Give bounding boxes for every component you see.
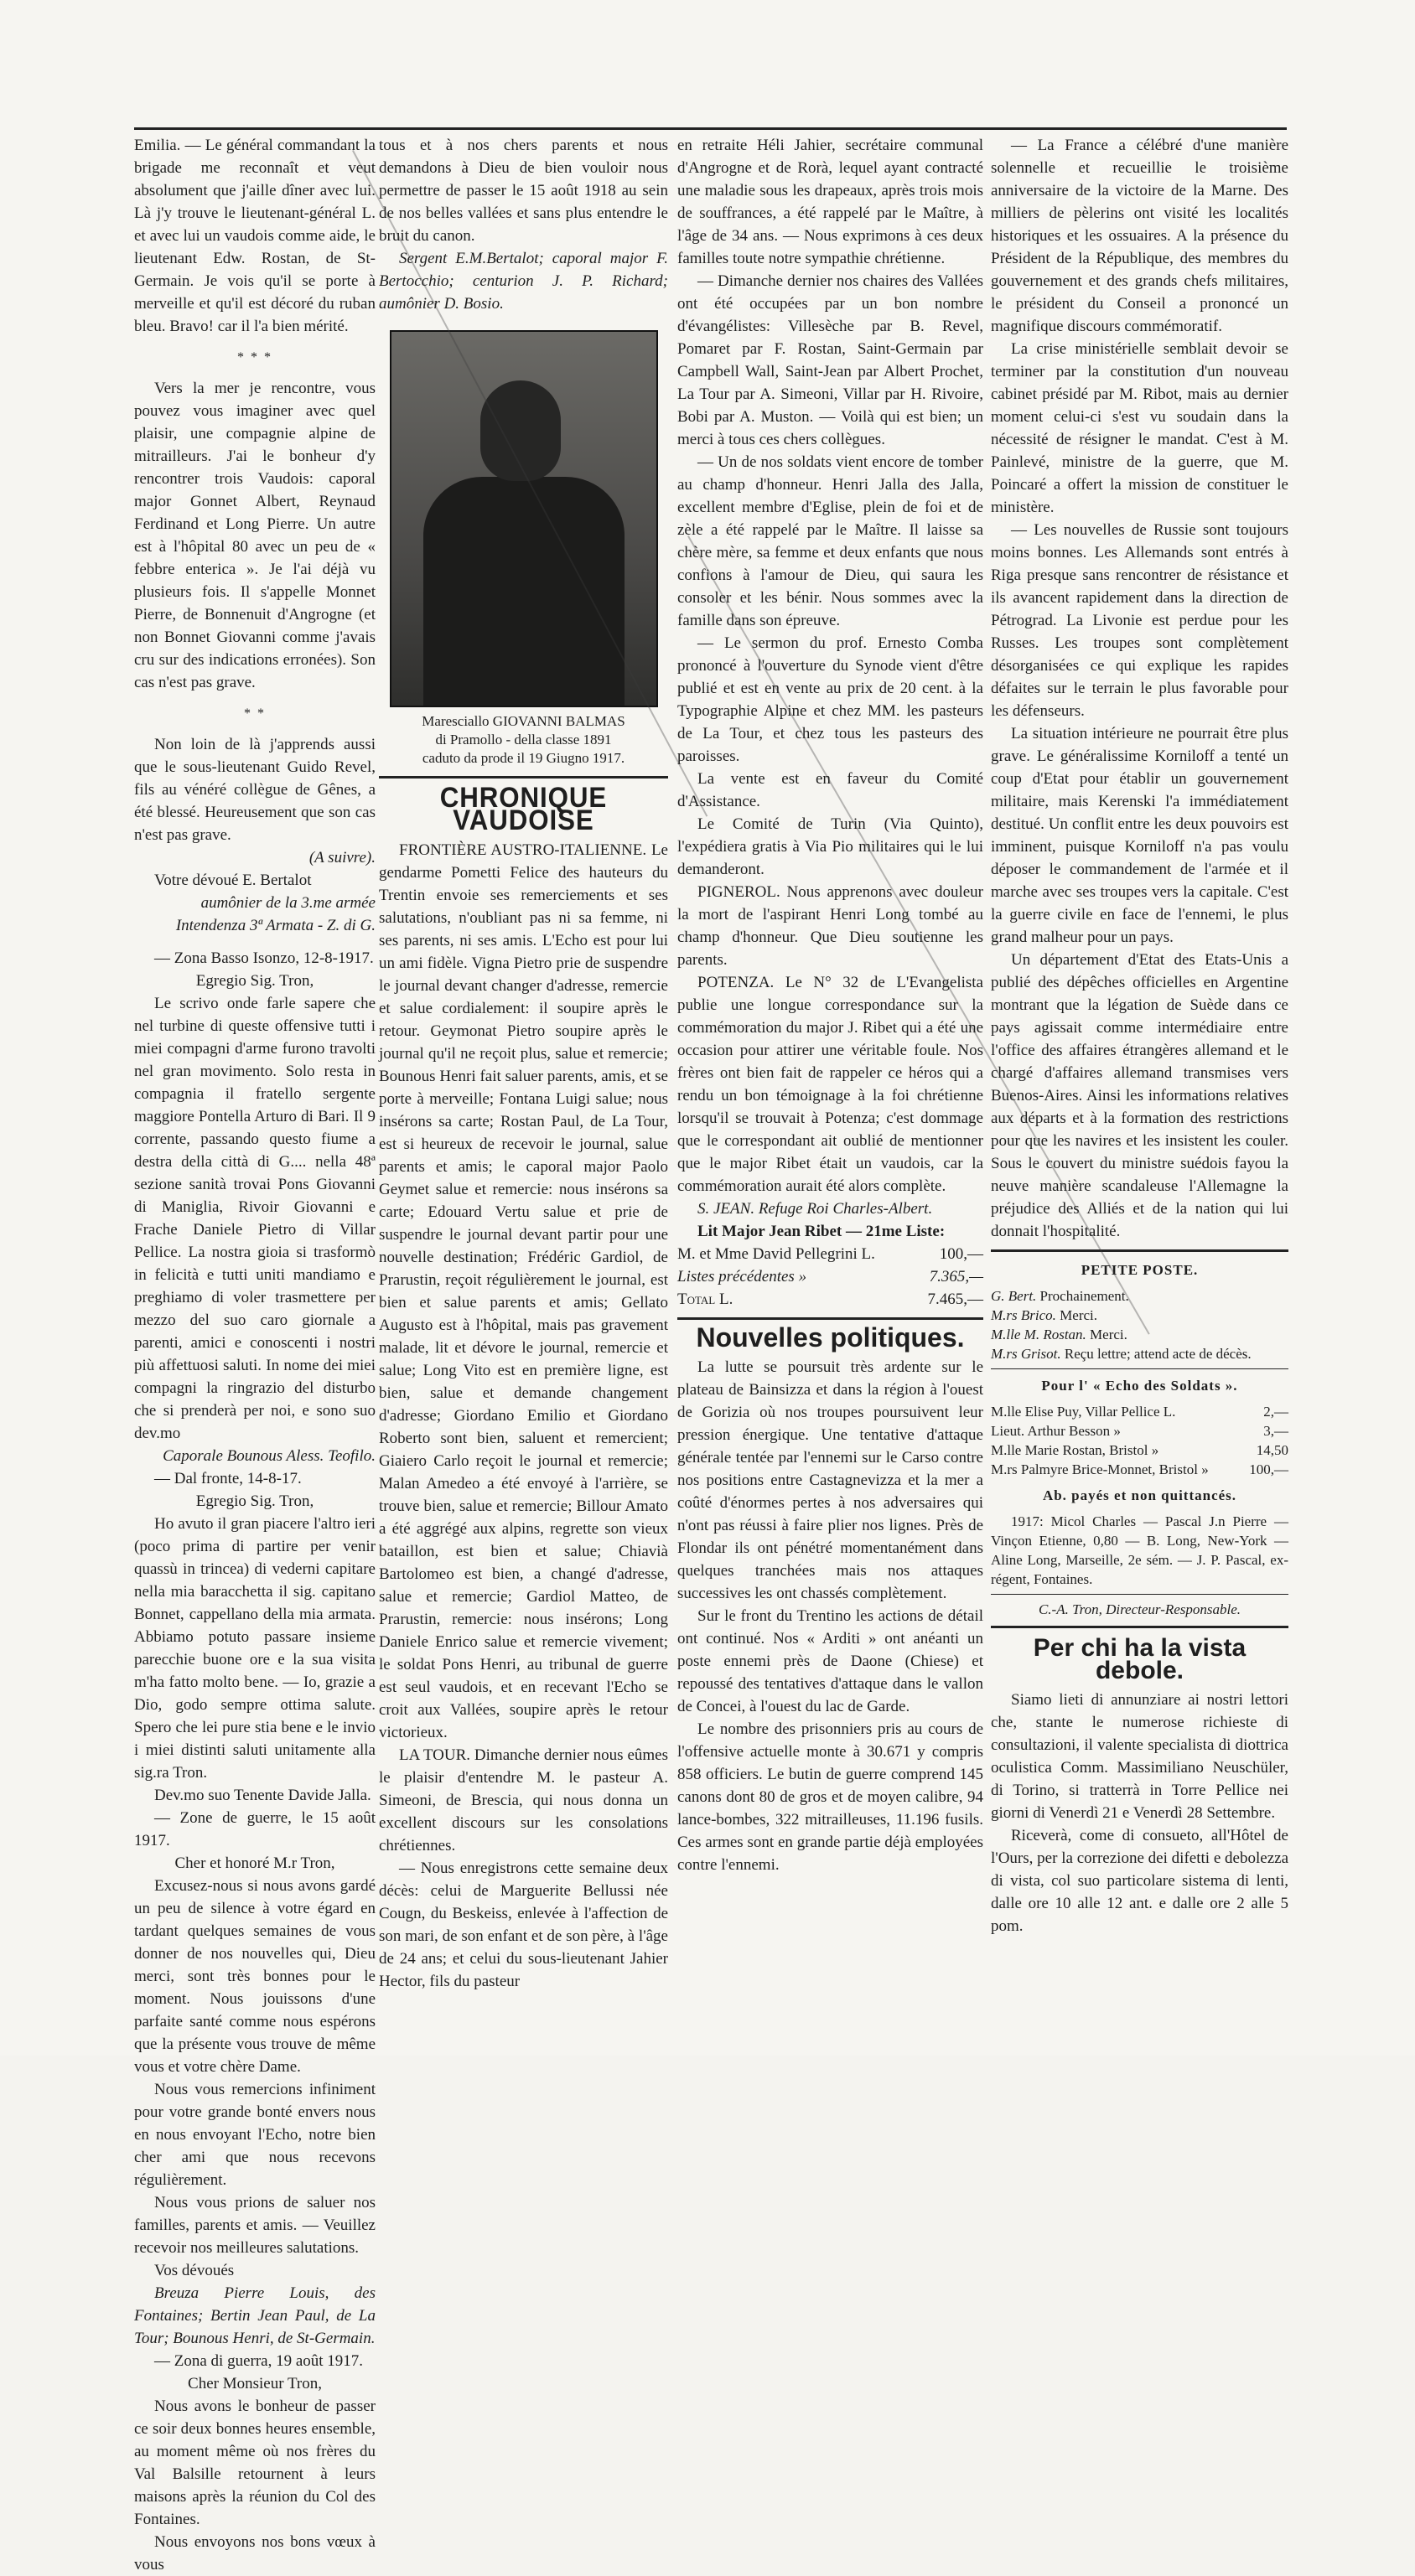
letter-salutation: Cher Monsieur Tron, bbox=[188, 2375, 322, 2392]
paragraph: Nous avons le bonheur de passer ce soir deux bonnes heures ensemble, au moment même où nos frères du Val Balsille retournent à leurs maisons après la réunion du Col des Fontaines. bbox=[134, 2398, 376, 2528]
column-1 bbox=[134, 134, 376, 2576]
paragraph: Sur le front du Trentino les actions de détail ont continué. Nos « Arditi » ont anéanti un poste ennemi près de Daone (Chiese) et repoussé des tentatives d'attaque dans le vallon de Concei, à l'ouest du lac de Garde. bbox=[677, 1607, 983, 1715]
list-row: Listes précédentes » 7.365,— bbox=[677, 1268, 983, 1285]
paragraph: PIGNEROL. Nous apprenons avec douleur la mort de l'aspirant Henri Long tombé au champ d'honneur. Que Dieu soutienne les parents. bbox=[677, 883, 983, 969]
letter-salutation: Egregio Sig. Tron, bbox=[195, 972, 314, 990]
paragraph: Siamo lieti di annunziare ai nostri lettori che, stante le numerose richieste di consultazioni, il valente specialista di diottrica oculistica Comm. Massimiliano Neuschüler, di Torino, si tratterrà in Torre Pellice nei giorni di Venerdì 21 e Venerdì 28 Settembre. bbox=[991, 1691, 1288, 1822]
paragraph: S. JEAN. Refuge Roi Charles-Albert. bbox=[697, 1200, 933, 1218]
signature: Breuza Pierre Louis, des Fontaines; Bertin Jean Paul, de La Tour; Bounous Henri, de St-Germain. bbox=[134, 2284, 376, 2347]
signature: Caporale Bounous Aless. Teofilo. bbox=[163, 1447, 376, 1465]
paragraph: POTENZA. Le N° 32 de L'Evangelista publie une longue correspondance sur la commémoration du major J. Ribet qui a été une occasion pour attirer une véritable foule. Nos frères ont bien fait de rappeler ce héros qui a rendu un bon témoignage à la foi chrétienne lorsqu'il se trouvait à Potenza; c'est dommage que le correspondant ait oublié de mentionner que le major Ribet était un vaudois, car la commémoration aurait été alors complète. bbox=[677, 974, 983, 1195]
divider bbox=[991, 1249, 1288, 1252]
signature: Dev.mo suo Tenente Davide Jalla. bbox=[154, 1787, 371, 1804]
section-heading: CHRONIQUE VAUDOISE bbox=[439, 782, 608, 836]
paragraph: Vos dévoués bbox=[154, 2262, 235, 2279]
paragraph: Non loin de là j'apprends aussi que le sous-lieutenant Guido Revel, fils au vénéré collègue de Gênes, a été blessé. Heureusement que son cas n'est pas grave. bbox=[134, 736, 376, 844]
paragraph: Emilia. — Le général commandant la brigade me reconnaît et veut absolument que j'aille dîner avec lui. Là j'y trouve le lieutenant-général L. et avec lui un vaudois comme aide, le lieutenant Edw. Rostan, de St-Germain. Je vois qu'il se porte à merveille et qu'il est décoré du ruban bleu. Bravo! car il l'a bien mérité. bbox=[134, 137, 376, 335]
list-title: Lit Major Jean Ribet — 21me Liste: bbox=[697, 1223, 946, 1240]
paragraph: La vente est en faveur du Comité d'Assistance. bbox=[677, 770, 983, 810]
list-row: M.lle Elise Puy, Villar Pellice L. 2,— bbox=[991, 1404, 1288, 1420]
paragraph: LA TOUR. Dimanche dernier nous eûmes le plaisir d'entendre M. le pasteur A. Simeoni, de Brescia, qui nous donna un excellent discours sur les consolations chrétiennes. bbox=[379, 1746, 668, 1854]
echo-title: Pour l' « Echo des Soldats ». bbox=[1041, 1378, 1238, 1394]
list-row: M.rs Palmyre Brice-Monnet, Bristol » 100,— bbox=[991, 1461, 1288, 1477]
paragraph: Un département d'Etat des Etats-Unis a publié des dépêches officielles en Argentine montrant que la légation de Suède dans ce pays agissait comme intermédiaire entre l'office des affaires étrangères allemand et le chargé d'affaires allemand transmises vers Buenos-Aires. Ainsi les informations relatives aux départs et à la formation des restrictions pour que les navires et les insistent les couler. Sous le couvert du ministre suédois fayou la neuve manière scandaleuse l'Allemagne la préjudice des Alliés et de la nation qui lui donnait l'hospitalité. bbox=[991, 951, 1288, 1240]
asterism: * * * bbox=[237, 350, 272, 365]
paragraph: Le Comité de Turin (Via Quinto), l'expédiera gratis à Via Pio militaires qui le lui demanderont. bbox=[677, 815, 983, 878]
divider bbox=[991, 1594, 1288, 1595]
ad-heading: Per chi ha la vista debole. bbox=[1033, 1634, 1247, 1684]
caption-date: caduto da prode il 19 Giugno 1917. bbox=[422, 750, 625, 766]
list-item: G. Bert. Prochainement. bbox=[991, 1288, 1129, 1304]
ab-title: Ab. payés et non quittancés. bbox=[1042, 1487, 1237, 1503]
divider bbox=[677, 1317, 983, 1320]
divider bbox=[991, 1626, 1288, 1628]
paragraph: — Les nouvelles de Russie sont toujours moins bonnes. Les Allemands sont entrés à Riga presque sans rencontrer de résistance et ils avancent rapidement dans la direction de Pétrograd. La Livonie est perdue pour les Russes. Les troupes sont complètement désorganisées ce qui explique les rapides défaites sur le terrain le plus favorable pour les défenseurs. bbox=[991, 521, 1288, 720]
paragraph: Nous vous prions de saluer nos familles, parents et amis. — Veuillez recevoir nos meilleures salutations. bbox=[134, 2194, 376, 2257]
caption-origin: di Pramollo - della classe 1891 bbox=[435, 732, 612, 747]
asterism: * * bbox=[244, 706, 266, 721]
signature-address: Intendenza 3ª Armata - Z. di G. bbox=[175, 917, 376, 934]
list-item: M.rs Brico. Merci. bbox=[991, 1307, 1098, 1323]
column-3 bbox=[677, 134, 983, 1876]
list-item: M.rs Grisot. Reçu lettre; attend acte de décès. bbox=[991, 1346, 1252, 1362]
column-4 bbox=[991, 134, 1288, 1937]
petite-poste-title: PETITE POSTE. bbox=[1081, 1262, 1199, 1278]
section-heading: Nouvelles politiques. bbox=[696, 1322, 965, 1353]
paragraph: — Dimanche dernier nos chaires des Vallées ont été occupées par un bon nombre d'évangélistes: Villesèche par B. Revel, Pomaret par F. Rostan, Saint-Germain par Campbell Wall, Saint-Jean par Albert Prochet, La Tour par A. Simeoni, Villar par H. Rivoire, Bobi par A. Muston. — Voilà qui est bien; un merci à tous ces chers collègues. bbox=[677, 272, 983, 448]
letter-heading: — Zona Basso Isonzo, 12-8-1917. bbox=[154, 949, 374, 967]
paragraph: Nous vous remercions infiniment pour votre grande bonté envers nous en nous envoyant l'Echo, notre bien cher ami que nous recevons régulièrement. bbox=[134, 2081, 376, 2189]
paragraph: — Nous enregistrons cette semaine deux décès: celui de Marguerite Bellussi née Cougn, du Beskeiss, enlevée à l'affection de son mari, de son enfant et de son père, à l'âge de 24 ans; et celui du sous-lieutenant Jahier Hector, fils du pasteur bbox=[379, 1860, 668, 1990]
paragraph: Vers la mer je rencontre, vous pouvez vous imaginer avec quel plaisir, une compagnie alpine de mitrailleurs. J'ai le bonheur d'y rencontrer trois Vaudois: caporal major Gonnet Albert, Reynaud Ferdinand et Long Pierre. Un autre est à l'hôpital 80 avec un peu de « febbre enterica ». Je l'ai déjà vu plusieurs fois. Il s'appelle Monnet Pierre, de Bonnenuit d'Angrogne (et non Bonnet Giovanni comme j'avais cru sur des indications erronées). Son cas n'est pas grave. bbox=[134, 380, 376, 691]
letter-heading: — Zone de guerre, le 15 août 1917. bbox=[134, 1809, 376, 1849]
list-total: Total L. 7.465,— bbox=[677, 1291, 983, 1308]
to-be-continued: (A suivre). bbox=[308, 849, 376, 866]
paragraph: La crise ministérielle semblait devoir se terminer par la constitution d'un nouveau cabinet présidé par M. Ribot, mais au dernier moment celui-ci s'est vu soudain dans la nécessité de résigner le mandat. C'est à M. Painlevé, ministre de la guerre, que M. Poincaré a offert la mission de constituer le ministère. bbox=[991, 340, 1288, 516]
director-line: C.-A. Tron, Directeur-Responsable. bbox=[1038, 1601, 1241, 1617]
divider bbox=[991, 1368, 1288, 1369]
letter-heading: — Dal fronte, 14-8-17. bbox=[154, 1470, 302, 1487]
paragraph: — Un de nos soldats vient encore de tomber au champ d'honneur. Henri Jalla des Jalla, excellent membre d'Eglise, plein de foi et de zèle a été rappelé par le Maître. Il laisse sa chère mère, sa femme et deux enfants que nous confions à l'amour de Dieu, qui saura les consoler et les bénir. Nous sommes avec la famille dans son épreuve. bbox=[677, 453, 983, 629]
paragraph: en retraite Héli Jahier, secrétaire communal d'Angrogne et de Rorà, lequel ayant contracté une maladie sous les drapeaux, après trois mois de souffrances, a été rappelé par le Maître, à l'âge de 34 ans. — Nous exprimons à ces deux familles toute notre sympathie chrétienne. bbox=[677, 137, 983, 267]
divider bbox=[379, 776, 668, 778]
paragraph: 1917: Micol Charles — Pascal J.n Pierre — Vinçon Etienne, 0,80 — B. Long, New-York — Aline Long, Marseille, 2e sém. — J. P. Pascal, ex-régent, Fontaines. bbox=[991, 1513, 1288, 1587]
paragraph: — La France a célébré d'une manière solennelle et recueillie le troisième anniversaire de la victoire de la Marne. Des milliers de pèlerins ont visité les localités historiques et les ossuaires. A la présence du Président de la République, des membres du gouvernement et des grands chefs militaires, le président du Conseil a prononcé un magnifique discours commémoratif. bbox=[991, 137, 1288, 335]
paragraph: — Le sermon du prof. Ernesto Comba prononcé à l'ouverture du Synode vient d'être publié et est en vente au prix de 20 cent. à la Typographie Alpine et chez MM. les pasteurs de La Tour, et chez tous les pasteurs des paroisses. bbox=[677, 634, 983, 765]
letter-salutation: Cher et honoré M.r Tron, bbox=[174, 1854, 335, 1872]
column-2 bbox=[379, 134, 668, 1993]
letter-salutation: Egregio Sig. Tron, bbox=[195, 1492, 314, 1510]
caption-name: Maresciallo GIOVANNI BALMAS bbox=[422, 713, 625, 729]
paragraph: tous et à nos chers parents et nous demandons à Dieu de bien vouloir nous permettre de passer le 15 août 1918 au sein de nos belles vallées et sans plus entendre le bruit du canon. bbox=[379, 137, 668, 245]
photo-caption bbox=[379, 712, 668, 768]
signature: Sergent E.M.Bertalot; caporal major F. Bertocchio; centurion J. P. Richard; aumônier D. Bosio. bbox=[379, 250, 668, 313]
paragraph: Nous envoyons nos bons vœux à vous bbox=[134, 2533, 376, 2573]
paragraph: La situation intérieure ne pourrait être plus grave. Le généralissime Korniloff a tenté un coup d'Etat pour établir un gouvernement militaire, mais Kerenski l'a immédiatement destitué. Un conflit entre les deux pouvoirs est imminent, puisque Korniloff n'a pas voulu déposer le commandement de l'armée et il marche avec ses troupes vers la capitale. C'est la guerre civile en face de l'ennemi, le plus grand malheur pour un pays. bbox=[991, 725, 1288, 946]
paragraph: FRONTIÈRE AUSTRO-ITALIENNE. Le gendarme Pometti Felice des hauteurs du Trentin envoie ses remerciements et ses salutations, n'oubliant pas ni sa femme, ni ses parents, ni ses amis. L'Echo est pour lui un ami fidèle. Vigna Pietro prie de suspendre le journal devant changer d'adresse, remercie et salue cordialement: il soupire après le retour. Geymonat Pietro soupire après le journal qu'il ne reçoit plus, salue et remercie; Bounous Henri fait saluer parents, amis, et se porte à merveille; Fontana Luigi salue; nous insérons sa carte; Rostan Paul, de La Tour, est si heureux de recevoir le journal, salue parents et amis; le caporal major Paolo Geymet salue et remercie: nous insérons sa carte; Edouard Vertu salue et prie de suspendre le journal devant partir pour une nouvelle destination; Frédéric Gardiol, de Prarustin, reçoit régulièrement le journal, est bien et salue parents et amis; Gellato Augusto est à l'hôpital, mais pas gravement malade, lit et dévore le journal, remercie et salue; Long Vito est en première ligne, est bien, salue et demande changement d'adresse; Giordano Emilio et Giordano Roberto sont bien, saluent et remercient; Giaiero Carlo reçoit le journal et remercie; Malan Amedeo a été envoyé à l'arrière, se trouve bien, salue et remercie; Billour Amato a été aggrégé aux alpins, regrette son vieux bataillon, est bien et salue; Chiavià Bartolomeo est bien, a changé d'adresse, salue et remercie; Gardiol Matteo, de Prarustin, remercie: nous insérons; Long Daniele Enrico salue et remercie vivement; le soldat Pons Henri, au tribunal de guerre est seul vaudois, et en recevant l'Echo se croit aux Vallées, soupire après le retour victorieux. bbox=[379, 841, 668, 1741]
paragraph: Le nombre des prisonniers pris au cours de l'offensive actuelle monte à 30.671 y compris 858 officiers. Le butin de guerre comprend 145 canons dont 80 de gros et de moyen calibre, 94 lance-bombes, 322 mitrailleuses, 11.196 fusils. Ces armes sont en grande partie déjà employées contre l'ennemi. bbox=[677, 1720, 983, 1874]
list-row: M.lle Marie Rostan, Bristol » 14,50 bbox=[991, 1442, 1288, 1458]
letter-heading: — Zona di guerra, 19 août 1917. bbox=[154, 2352, 364, 2370]
paragraph: Excusez-nous si nous avons gardé un peu de silence à votre égard en tardant quelques semaines de vous donner de nos nouvelles qui, Dieu merci, sont très bonnes pour le moment. Nous jouissons d'une parfaite santé comme nous espérons que la présente vous trouve de même vous et votre chère Dame. bbox=[134, 1877, 376, 2076]
top-rule bbox=[134, 127, 1287, 130]
list-row: M. et Mme David Pellegrini L. 100,— bbox=[677, 1245, 983, 1263]
list-item: M.lle M. Rostan. Merci. bbox=[991, 1327, 1127, 1342]
paragraph: Ho avuto il gran piacere l'altro ieri (poco prima di partire per venir quassù in trincea) di vederni capitare nella mia baracchetta il sig. capitano Bonnet, cappellano della mia armata. Abbiamo potuto passare insieme parecchie buone ore e la sua visita m'ha fatto molto bene. — Io, grazie a Dio, godo sempre ottima salute. Spero che lei pure stia bene e le invio i miei distinti saluti unitamente alla sig.ra Tron. bbox=[134, 1515, 376, 1782]
list-row: Lieut. Arthur Besson » 3,— bbox=[991, 1423, 1288, 1439]
paragraph: La lutte se poursuit très ardente sur le plateau de Bainsizza et dans la région à l'ouest de Gorizia où nos troupes poursuivent leur pression énergique. Une tentative d'attaque générale tentée par l'ennemi sur le Carso contre nos positions entre Castagnevizza et la mer a coûté d'énormes pertes à nos adversaires qui n'ont pas réussi à faire plier nos lignes. Près de Flondar ils ont pénétré momentanément dans quelques tranchées mais nos attaques successives les ont chassés complètement. bbox=[677, 1358, 983, 1602]
echo-list bbox=[991, 1402, 1288, 1479]
paragraph: Riceverà, come di consueto, all'Hôtel de l'Ours, per la correzione dei difetti e debolezza di vista, col suo particolare sistema di lenti, dalle ore 10 alle 12 ant. e dalle ore 2 alle 5 pom. bbox=[991, 1827, 1288, 1935]
signature: Votre dévoué E. Bertalot bbox=[154, 872, 312, 889]
paragraph: Le scrivo onde farle sapere che nel turbine di queste offensive tutti i miei compagni d'arme furono travolti nel gran movimento. Solo resta in compagnia il fratello sergente maggiore Pontella Arturo di Bari. Il 9 corrente, passando questo fiume a destra della città di G.... nella 48ª sezione sanità trovai Pons Giovanni di Maniglia, Rivoir Giovanni e Frache Daniele Pietro di Villar Pellice. La nostra gioia si trasformò in felicità e tutti uniti mandiamo e preghiamo di voler trasmettere per mezzo del suo caro giornale a parenti, amici e conoscenti i nostri più affettuosi saluti. In nome dei miei compagni la ringrazio del disturbo che si prenderà per noi, e sono suo dev.mo bbox=[134, 995, 376, 1442]
signature-title: aumônier de la 3.me armée bbox=[200, 894, 376, 912]
petite-poste-list bbox=[991, 1286, 1288, 1363]
